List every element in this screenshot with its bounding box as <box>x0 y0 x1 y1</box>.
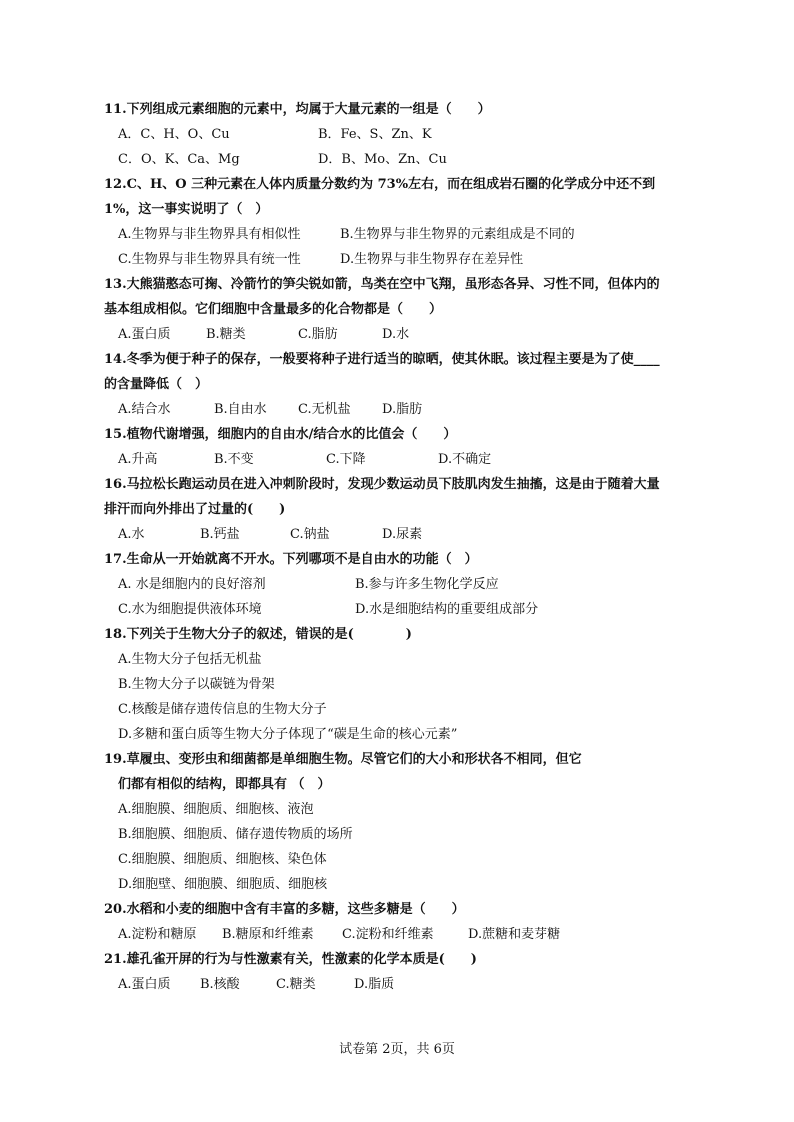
question-17-option-c: C.水为细胞提供液体环境 <box>118 602 262 617</box>
question-12-option-c: C.生物界与非生物界具有统一性 <box>118 252 301 267</box>
question-14-option-a: A.结合水 <box>118 402 171 417</box>
question-21-stem: 21.雄孔雀开屏的行为与性激素有关，性激素的化学本质是( ) <box>104 952 477 967</box>
question-14-option-b: B.自由水 <box>214 402 267 417</box>
question-20-option-c: C.淀粉和纤维素 <box>342 927 434 942</box>
question-11-option-b: B．Fe、S、Zn、K <box>318 127 432 142</box>
question-21-option-c: C.糖类 <box>276 977 316 992</box>
question-11-option-c: C．O、K、Ca、Mg <box>118 152 240 167</box>
question-20-option-d: D.蔗糖和麦芽糖 <box>468 927 561 942</box>
question-12-option-b: B.生物界与非生物界的元素组成是不同的 <box>340 227 575 242</box>
question-16-stem-line-2: 排汗而向外排出了过量的( ) <box>104 502 286 517</box>
question-13-stem-line-1: 13.大熊猫憨态可掬、冷箭竹的笋尖锐如箭，鸟类在空中飞翔，虽形态各异、习性不同，但体内的 <box>104 277 660 292</box>
question-11-option-a: A．C、H、O、Cu <box>118 127 230 142</box>
question-21-option-d: D.脂质 <box>354 977 395 992</box>
question-19-stem-line-2: 们都有相似的结构，即都具有 （ ） <box>118 777 331 792</box>
question-16-option-d: D.尿素 <box>382 527 423 542</box>
question-14-option-d: D.脂肪 <box>382 402 423 417</box>
question-13-option-a: A.蛋白质 <box>118 327 171 342</box>
question-17-stem: 17.生命从一开始就离不开水。下列哪项不是自由水的功能（ ） <box>104 552 478 567</box>
question-19-stem-line-1: 19.草履虫、变形虫和细菌都是单细胞生物。尽管它们的大小和形状各不相同，但它 <box>104 752 582 767</box>
question-12-stem-line-2: 1%，这一事实说明了（ ） <box>104 202 269 217</box>
question-19-option-d: D.细胞壁、细胞膜、细胞质、细胞核 <box>118 877 328 892</box>
question-17-option-b: B.参与许多生物化学反应 <box>355 577 499 592</box>
question-19-option-a: A.细胞膜、细胞质、细胞核、液泡 <box>118 802 314 817</box>
question-12-option-a: A.生物界与非生物界具有相似性 <box>118 227 301 242</box>
page-footer: 试卷第 2页，共 6页 <box>339 1042 455 1057</box>
question-13-option-d: D.水 <box>382 327 410 342</box>
question-12-option-d: D.生物界与非生物界存在差异性 <box>340 252 524 267</box>
question-16-option-b: B.钙盐 <box>200 527 240 542</box>
question-15-option-b: B.不变 <box>214 452 254 467</box>
question-18-stem: 18.下列关于生物大分子的叙述，错误的是( ) <box>104 627 412 642</box>
question-15-option-d: D.不确定 <box>438 452 492 467</box>
question-19-option-b: B.细胞膜、细胞质、储存遗传物质的场所 <box>118 827 353 842</box>
question-21-option-a: A.蛋白质 <box>118 977 171 992</box>
question-19-option-c: C.细胞膜、细胞质、细胞核、染色体 <box>118 852 327 867</box>
question-17-option-d: D.水是细胞结构的重要组成部分 <box>355 602 539 617</box>
question-13-option-c: C.脂肪 <box>298 327 338 342</box>
question-18-option-b: B.生物大分子以碳链为骨架 <box>118 677 275 692</box>
question-14-stem-line-1: 14.冬季为便于种子的保存，一般要将种子进行适当的晾晒，使其休眠。该过程主要是为了使____ <box>104 352 660 367</box>
question-20-stem: 20.水稻和小麦的细胞中含有丰富的多糖，这些多糖是（ ） <box>104 902 465 917</box>
question-15-option-c: C.下降 <box>326 452 366 467</box>
question-18-option-a: A.生物大分子包括无机盐 <box>118 652 262 667</box>
question-13-option-b: B.糖类 <box>206 327 246 342</box>
question-11-stem: 11.下列组成元素细胞的元素中，均属于大量元素的一组是（ ） <box>104 102 491 117</box>
question-17-option-a: A. 水是细胞内的良好溶剂 <box>118 577 266 592</box>
question-16-option-a: A.水 <box>118 527 145 542</box>
question-13-stem-line-2: 基本组成相似。它们细胞中含量最多的化合物都是（ ） <box>104 302 443 317</box>
question-16-stem-line-1: 16.马拉松长跑运动员在进入冲刺阶段时，发现少数运动员下肢肌肉发生抽搐，这是由于随着大量 <box>104 477 660 492</box>
question-15-stem: 15.植物代谢增强，细胞内的自由水/结合水的比值会（ ） <box>104 427 457 442</box>
question-18-option-c: C.核酸是储存遗传信息的生物大分子 <box>118 702 327 717</box>
question-11-option-d: D．B、Mo、Zn、Cu <box>318 152 447 167</box>
question-15-option-a: A.升高 <box>118 452 158 467</box>
question-18-option-d: D.多糖和蛋白质等生物大分子体现了“碳是生命的核心元素” <box>118 727 458 742</box>
question-14-stem-line-2: 的含量降低（ ） <box>104 377 209 392</box>
question-12-stem-line-1: 12.C、H、O 三种元素在人体内质量分数约为 73%左右，而在组成岩石圈的化学成分中还不到 <box>104 177 656 192</box>
question-14-option-c: C.无机盐 <box>298 402 351 417</box>
question-20-option-b: B.糖原和纤维素 <box>222 927 314 942</box>
question-16-option-c: C.钠盐 <box>290 527 330 542</box>
question-20-option-a: A.淀粉和糖原 <box>118 927 197 942</box>
question-21-option-b: B.核酸 <box>200 977 240 992</box>
